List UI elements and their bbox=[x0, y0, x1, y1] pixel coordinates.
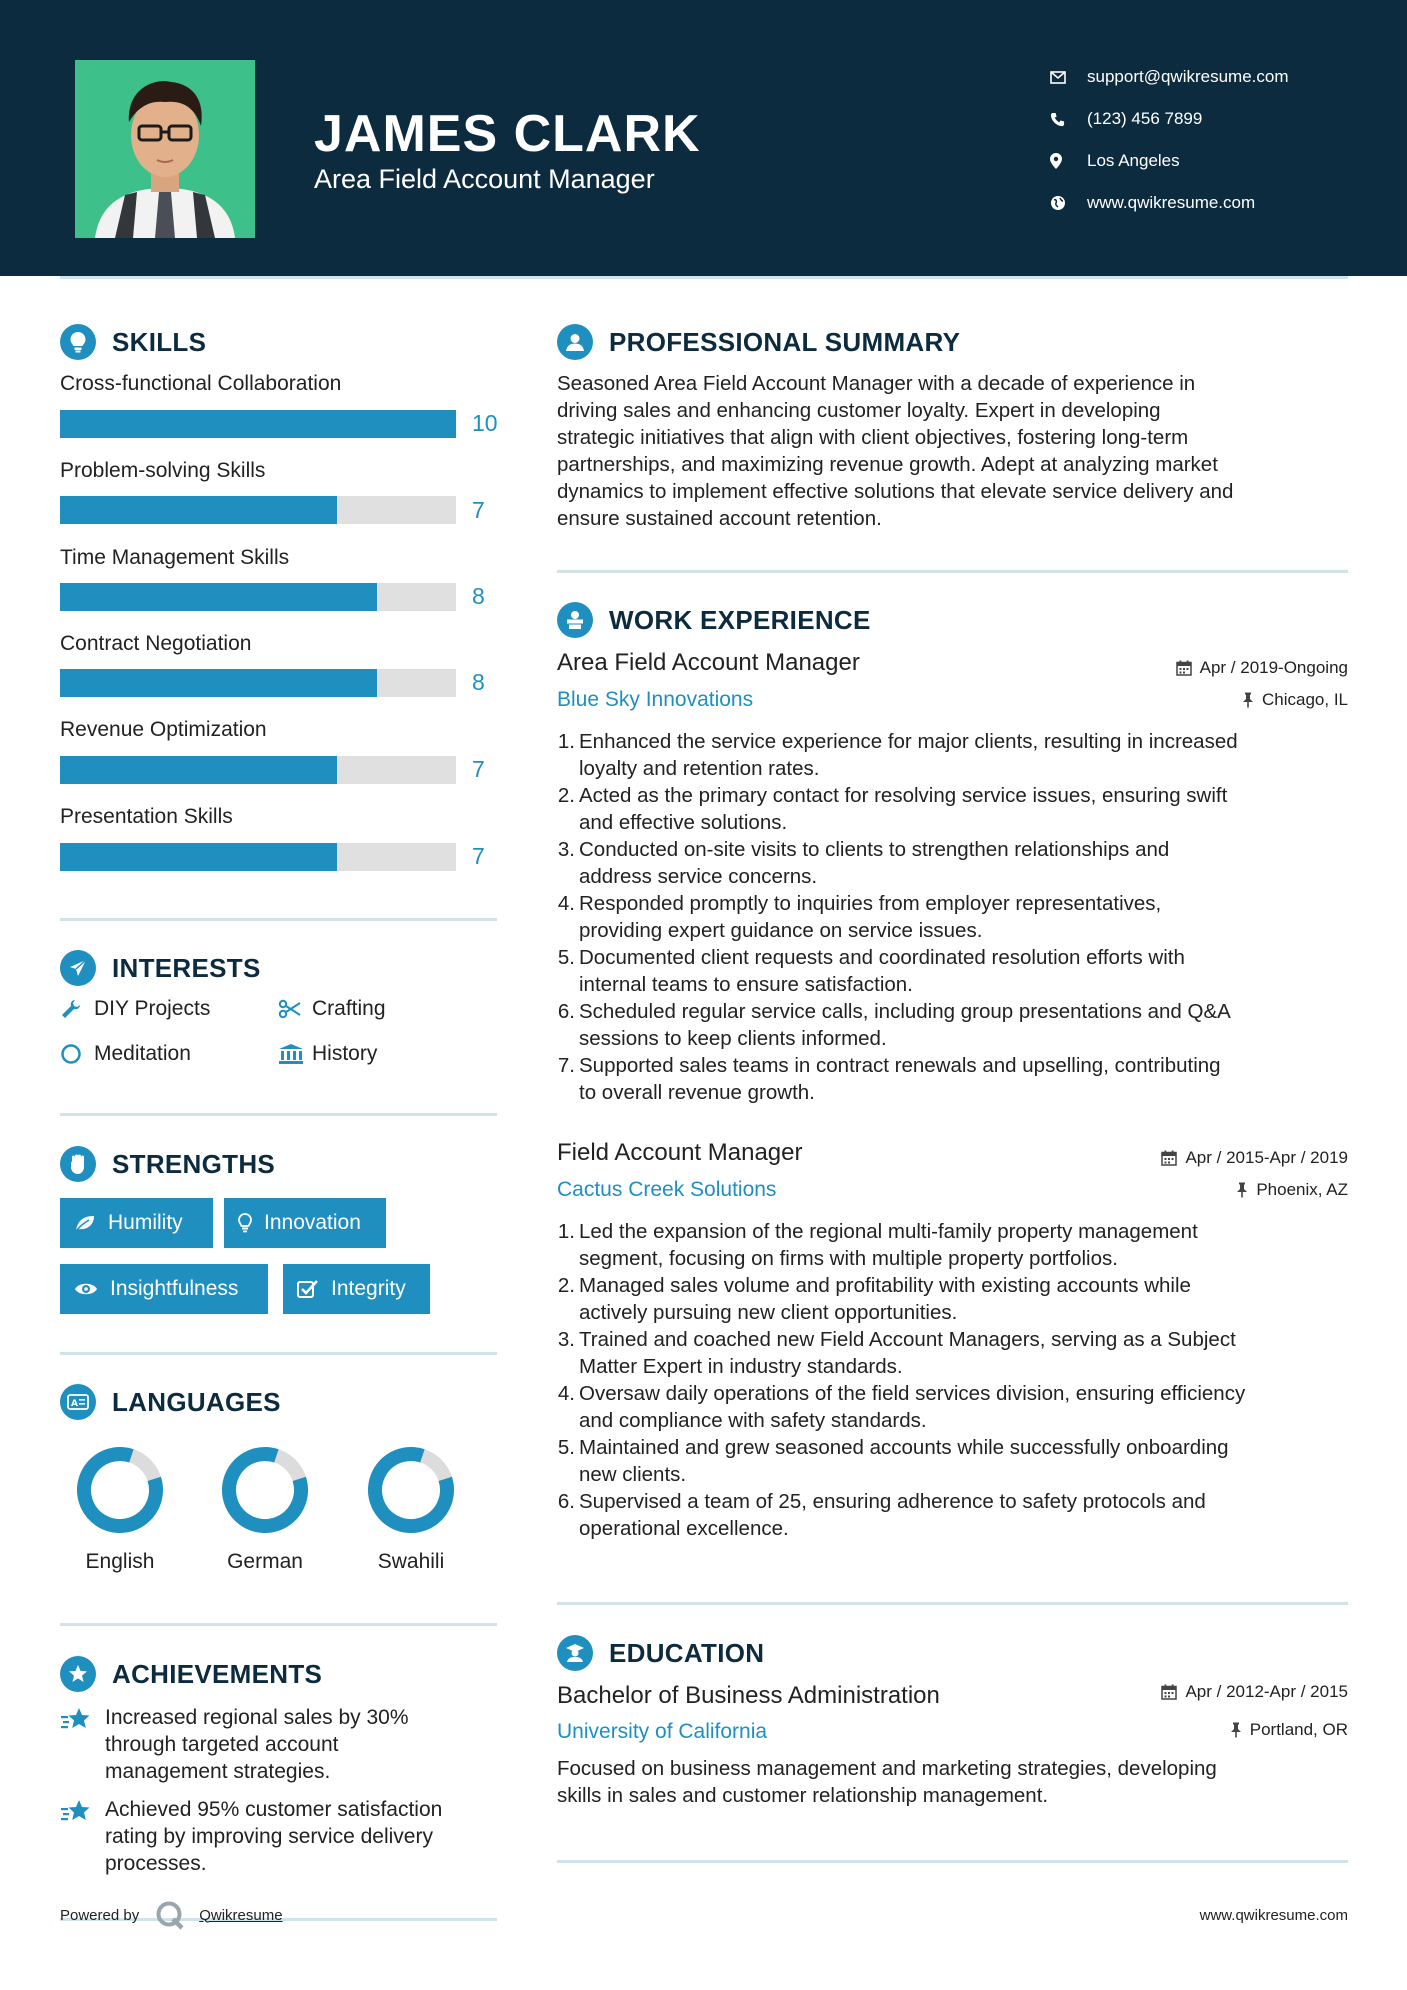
qwikresume-logo-icon bbox=[155, 1900, 185, 1930]
skill-label: Problem-solving Skills bbox=[60, 459, 266, 482]
award-icon bbox=[60, 1656, 96, 1692]
interest-item bbox=[60, 1042, 191, 1066]
interest-item bbox=[278, 1042, 377, 1066]
skill-bar-fill bbox=[60, 410, 456, 438]
summary-line: Seasoned Area Field Account Manager with a decade of experience in bbox=[557, 372, 1196, 395]
circle-icon bbox=[60, 1043, 94, 1065]
list-item: 1. Led the expansion of the regional multi-family property management segment, focusing on firms with multiple property portfolios. bbox=[557, 1220, 1198, 1270]
qwikresume-link[interactable]: Qwikresume bbox=[199, 1906, 283, 1924]
job-title: Area Field Account Manager bbox=[557, 649, 860, 676]
languages-divider bbox=[60, 1623, 497, 1626]
achievement-line: rating by improving service delivery bbox=[105, 1825, 433, 1848]
achievement-line: Achieved 95% customer satisfaction bbox=[105, 1798, 443, 1821]
interest-label: History bbox=[312, 1042, 378, 1065]
education-heading bbox=[557, 1635, 764, 1671]
skill-bar bbox=[60, 669, 456, 697]
achievement-text bbox=[105, 1796, 442, 1877]
language-label: German bbox=[227, 1550, 303, 1573]
bullet-line: Supported sales teams in contract renewals and upselling, contributing bbox=[579, 1054, 1221, 1077]
contact-website[interactable] bbox=[1050, 182, 1289, 224]
briefcase-icon bbox=[557, 602, 593, 638]
skill-bar bbox=[60, 843, 456, 871]
list-item: 3. Conducted on-site visits to clients to strengthen relationships and address service concerns. bbox=[557, 838, 1170, 888]
star-icon bbox=[60, 1704, 105, 1785]
skill-bar-fill bbox=[60, 496, 337, 524]
job-location bbox=[1242, 690, 1348, 710]
education-line: skills in sales and customer relationship management. bbox=[557, 1784, 1049, 1807]
wrench-icon bbox=[60, 998, 94, 1020]
achievement-line: Increased regional sales by 30% bbox=[105, 1706, 409, 1729]
job-company: Cactus Creek Solutions bbox=[557, 1178, 777, 1201]
job-title: Field Account Manager bbox=[557, 1139, 803, 1166]
strength-label: Insightfulness bbox=[110, 1277, 239, 1300]
education-location-text: Portland, OR bbox=[1249, 1720, 1348, 1739]
donut-fill bbox=[75, 1445, 166, 1536]
education-school: University of California bbox=[557, 1720, 768, 1743]
strength-tag bbox=[60, 1264, 268, 1314]
skill-bar-fill bbox=[60, 583, 377, 611]
bullet-line: Enhanced the service experience for major clients, resulting in increased bbox=[579, 730, 1238, 753]
interest-label: Meditation bbox=[94, 1042, 191, 1065]
phone-icon bbox=[1050, 112, 1087, 127]
calendar-icon bbox=[1176, 660, 1192, 676]
list-item: 2. Acted as the primary contact for resolving service issues, ensuring swift and effective solutions. bbox=[557, 784, 1228, 834]
user-icon bbox=[557, 324, 593, 360]
bullet-line: Oversaw daily operations of the field services division, ensuring efficiency bbox=[579, 1382, 1246, 1405]
strength-tag bbox=[60, 1198, 213, 1248]
lightbulb-icon bbox=[238, 1213, 252, 1233]
bullet-line: sessions to keep clients informed. bbox=[579, 1027, 887, 1050]
skill-bar bbox=[60, 583, 456, 611]
header-divider bbox=[60, 276, 1348, 279]
summary-line: strategic initiatives that align with client objectives, fostering long-term bbox=[557, 426, 1189, 449]
skill-label: Presentation Skills bbox=[60, 805, 233, 828]
job-location bbox=[1236, 1180, 1348, 1200]
skill-bar-fill bbox=[60, 756, 337, 784]
map-pin-icon bbox=[1050, 153, 1087, 169]
star-icon bbox=[60, 1796, 105, 1877]
skills-heading bbox=[60, 324, 206, 360]
paper-plane-icon bbox=[60, 950, 96, 986]
contact-location bbox=[1050, 140, 1289, 182]
language-label: Swahili bbox=[377, 1550, 445, 1573]
bullet-line: loyalty and retention rates. bbox=[579, 757, 820, 780]
list-item: 4. Responded promptly to inquiries from employer representatives, providing expert guidance on service issues. bbox=[557, 892, 1162, 942]
skill-value: 10 bbox=[472, 410, 498, 436]
education-dates bbox=[1161, 1682, 1348, 1702]
bullet-line: new clients. bbox=[579, 1463, 687, 1486]
skill-bar bbox=[60, 496, 456, 524]
education-description bbox=[557, 1755, 1357, 1809]
summary-line: driving sales and enhancing customer loyalty. Expert in developing bbox=[557, 399, 1161, 422]
strength-label: Integrity bbox=[331, 1277, 406, 1300]
bullet-line: internal teams to ensure satisfaction. bbox=[579, 973, 913, 996]
svg-text:A: A bbox=[71, 1399, 79, 1409]
bullet-line: Acted as the primary contact for resolving service issues, ensuring swift bbox=[579, 784, 1228, 807]
bullet-line: Maintained and grew seasoned accounts while successfully onboarding bbox=[579, 1436, 1229, 1459]
bullet-line: address service concerns. bbox=[579, 865, 818, 888]
strength-tag bbox=[224, 1198, 386, 1248]
bank-icon bbox=[278, 1043, 312, 1065]
bullet-line: and effective solutions. bbox=[579, 811, 788, 834]
pushpin-icon bbox=[1230, 1722, 1242, 1738]
interest-label: Crafting bbox=[312, 997, 386, 1020]
language-label: English bbox=[85, 1550, 155, 1573]
strength-label: Innovation bbox=[264, 1211, 361, 1234]
interests-title: INTERESTS bbox=[112, 952, 261, 983]
fist-icon bbox=[60, 1146, 96, 1182]
interests-divider bbox=[60, 1113, 497, 1116]
language-donut bbox=[205, 1430, 325, 1555]
globe-icon bbox=[1050, 195, 1087, 211]
contact-website-text: www.qwikresume.com bbox=[1087, 193, 1256, 212]
interest-label: DIY Projects bbox=[94, 997, 211, 1020]
summary-title: PROFESSIONAL SUMMARY bbox=[609, 326, 961, 357]
skill-label: Revenue Optimization bbox=[60, 718, 267, 741]
bullet-line: to overall revenue growth. bbox=[579, 1081, 815, 1104]
job-dates-text: Apr / 2019-Ongoing bbox=[1199, 658, 1348, 677]
interests-heading bbox=[60, 950, 261, 986]
languages-heading bbox=[60, 1384, 281, 1420]
education-divider bbox=[557, 1860, 1348, 1863]
list-item: 1. Enhanced the service experience for major clients, resulting in increased loyalty and retention rates. bbox=[557, 730, 1238, 780]
checkbox-icon bbox=[297, 1279, 319, 1299]
summary-text bbox=[557, 370, 1347, 532]
calendar-icon bbox=[1161, 1150, 1177, 1166]
job-dates-text: Apr / 2015-Apr / 2019 bbox=[1185, 1148, 1348, 1167]
footer-url[interactable]: www.qwikresume.com bbox=[1199, 1907, 1348, 1924]
bullet-line: Documented client requests and coordinated resolution efforts with bbox=[579, 946, 1185, 969]
list-item: 6. Scheduled regular service calls, including group presentations and Q&A sessions to keep clients informed. bbox=[557, 1000, 1231, 1050]
language-donut bbox=[60, 1430, 180, 1555]
skill-bar-fill bbox=[60, 843, 337, 871]
footer-branding bbox=[60, 1900, 283, 1930]
language-donut bbox=[351, 1430, 471, 1555]
skill-value: 8 bbox=[472, 583, 485, 609]
achievement-item bbox=[60, 1796, 500, 1877]
strengths-divider bbox=[60, 1352, 497, 1355]
experience-divider bbox=[557, 1602, 1348, 1605]
pushpin-icon bbox=[1236, 1182, 1248, 1198]
list-item: 5. Maintained and grew seasoned accounts while successfully onboarding new clients. bbox=[557, 1436, 1229, 1486]
list-item: 6. Supervised a team of 25, ensuring adherence to safety protocols and operational excellence. bbox=[557, 1490, 1206, 1540]
candidate-role: Area Field Account Manager bbox=[314, 164, 655, 194]
profile-photo bbox=[75, 60, 255, 238]
skill-value: 8 bbox=[472, 669, 485, 695]
strengths-title: STRENGTHS bbox=[112, 1148, 276, 1179]
summary-heading bbox=[557, 324, 960, 360]
list-item: 3. Trained and coached new Field Account Managers, serving as a Subject Matter Expert in industry standards. bbox=[557, 1328, 1236, 1378]
education-line: Focused on business management and marketing strategies, developing bbox=[557, 1757, 1217, 1780]
achievement-line: management strategies. bbox=[105, 1760, 331, 1783]
lightbulb-icon bbox=[60, 324, 96, 360]
job-dates bbox=[1161, 1148, 1348, 1168]
strength-tag bbox=[283, 1264, 430, 1314]
education-title: EDUCATION bbox=[609, 1637, 765, 1668]
skill-bar bbox=[60, 756, 456, 784]
job-location-text: Phoenix, AZ bbox=[1256, 1180, 1348, 1199]
list-item: 5. Documented client requests and coordinated resolution efforts with internal teams to ensure satisfaction. bbox=[557, 946, 1185, 996]
skill-value: 7 bbox=[472, 497, 485, 523]
bullet-line: providing expert guidance on service issues. bbox=[579, 919, 983, 942]
bullet-line: Responded promptly to inquiries from employer representatives, bbox=[579, 892, 1162, 915]
bullet-line: Matter Expert in industry standards. bbox=[579, 1355, 903, 1378]
summary-line: ensure sustained account retention. bbox=[557, 507, 882, 530]
job-company: Blue Sky Innovations bbox=[557, 688, 754, 711]
bullet-line: Conducted on-site visits to clients to strengthen relationships and bbox=[579, 838, 1170, 861]
education-location bbox=[1230, 1720, 1348, 1740]
resume-header bbox=[0, 0, 1407, 276]
bullet-line: actively pursuing new client opportunities. bbox=[579, 1301, 958, 1324]
summary-divider bbox=[557, 570, 1348, 573]
strengths-heading bbox=[60, 1146, 275, 1182]
list-item: 2. Managed sales volume and profitability with existing accounts while actively pursuing new client opportunities. bbox=[557, 1274, 1191, 1324]
job-bullets bbox=[557, 1218, 1357, 1542]
scissors-icon bbox=[278, 999, 312, 1019]
achievement-line: processes. bbox=[105, 1852, 207, 1875]
skill-label: Cross-functional Collaboration bbox=[60, 372, 342, 395]
achievements-title: ACHIEVEMENTS bbox=[112, 1658, 323, 1689]
interest-item bbox=[60, 997, 210, 1021]
contact-email-text: support@qwikresume.com bbox=[1087, 67, 1289, 86]
skills-title: SKILLS bbox=[112, 326, 207, 357]
contact-phone[interactable] bbox=[1050, 98, 1289, 140]
education-dates-text: Apr / 2012-Apr / 2015 bbox=[1185, 1682, 1348, 1701]
summary-line: dynamics to implement effective solutions that elevate service delivery and bbox=[557, 480, 1234, 503]
achievements-heading bbox=[60, 1656, 322, 1692]
candidate-name: JAMES CLARK bbox=[314, 105, 701, 163]
job-location-text: Chicago, IL bbox=[1262, 690, 1348, 709]
experience-title: WORK EXPERIENCE bbox=[609, 604, 871, 635]
languages-title: LANGUAGES bbox=[112, 1386, 281, 1417]
leaf-icon bbox=[74, 1214, 96, 1232]
experience-heading bbox=[557, 602, 871, 638]
bullet-line: Supervised a team of 25, ensuring adherence to safety protocols and bbox=[579, 1490, 1206, 1513]
list-item: 4. Oversaw daily operations of the field services division, ensuring efficiency and compliance with safety standards. bbox=[557, 1382, 1246, 1432]
bullet-line: Led the expansion of the regional multi-family property management bbox=[579, 1220, 1198, 1243]
calendar-icon bbox=[1161, 1684, 1177, 1700]
bullet-line: operational excellence. bbox=[579, 1517, 789, 1540]
skill-value: 7 bbox=[472, 756, 485, 782]
envelope-icon bbox=[1050, 71, 1087, 84]
achievement-item bbox=[60, 1704, 500, 1785]
bullet-line: Managed sales volume and profitability with existing accounts while bbox=[579, 1274, 1191, 1297]
contact-location-text: Los Angeles bbox=[1087, 151, 1180, 170]
pushpin-icon bbox=[1242, 692, 1254, 708]
contact-list bbox=[1050, 56, 1289, 224]
contact-email[interactable] bbox=[1050, 56, 1289, 98]
interest-item bbox=[278, 997, 386, 1021]
list-item: 7. Supported sales teams in contract renewals and upselling, contributing to overall revenue growth. bbox=[557, 1054, 1221, 1104]
skills-divider bbox=[60, 918, 497, 921]
strength-label: Humility bbox=[108, 1211, 183, 1234]
bullet-line: Trained and coached new Field Account Managers, serving as a Subject bbox=[579, 1328, 1236, 1351]
education-degree: Bachelor of Business Administration bbox=[557, 1682, 940, 1709]
skill-bar-fill bbox=[60, 669, 377, 697]
achievement-line: through targeted account bbox=[105, 1733, 339, 1756]
skill-label: Contract Negotiation bbox=[60, 632, 252, 655]
contact-phone-text: (123) 456 7899 bbox=[1087, 109, 1203, 128]
graduate-icon bbox=[557, 1635, 593, 1671]
skill-bar bbox=[60, 410, 456, 438]
bullet-line: and compliance with safety standards. bbox=[579, 1409, 927, 1432]
summary-line: partnerships, and maximizing revenue growth. Adept at analyzing market bbox=[557, 453, 1218, 476]
achievement-text bbox=[105, 1704, 409, 1785]
eye-icon bbox=[74, 1281, 98, 1297]
bullet-line: Scheduled regular service calls, including group presentations and Q&A bbox=[579, 1000, 1231, 1023]
donut-fill bbox=[220, 1445, 311, 1536]
language-card-icon bbox=[60, 1384, 96, 1420]
skill-value: 7 bbox=[472, 843, 485, 869]
job-bullets bbox=[557, 728, 1357, 1106]
job-dates bbox=[1176, 658, 1348, 678]
donut-fill bbox=[366, 1445, 457, 1536]
bullet-line: segment, focusing on firms with multiple property portfolios. bbox=[579, 1247, 1118, 1270]
powered-by-text: Powered by bbox=[60, 1906, 140, 1924]
skill-label: Time Management Skills bbox=[60, 546, 290, 569]
